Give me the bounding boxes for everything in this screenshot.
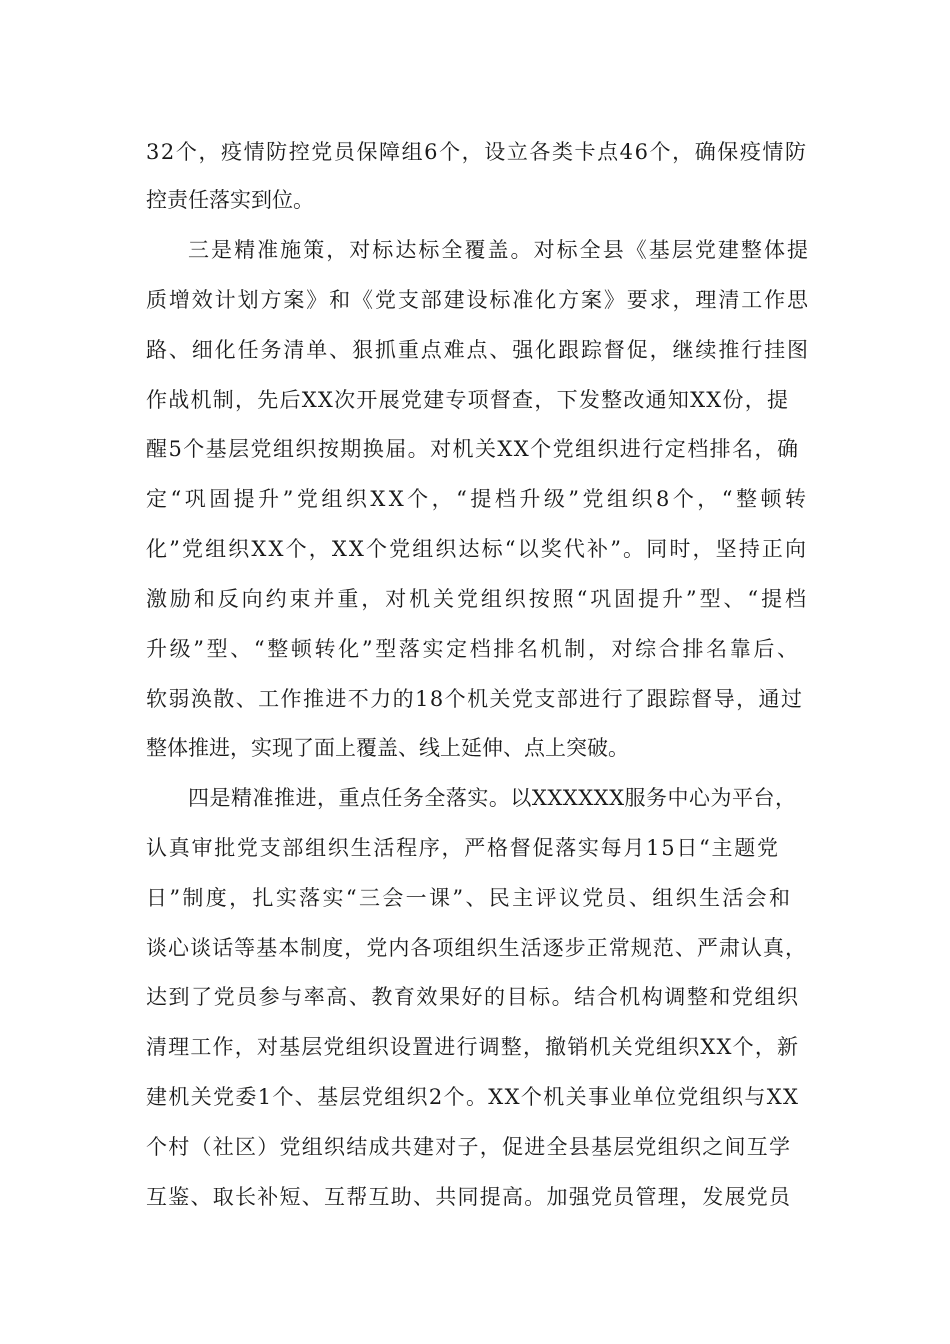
text-line: 整体推进，实现了面上覆盖、线上延伸、点上突破。 [146,736,629,760]
text-line: 日”制度，扎实落实“三会一课”、民主评议党员、组织生活会和 [146,886,793,910]
text-line: 质增效计划方案》和《党支部建设标准化方案》要求，理清工作思 [146,288,810,312]
text-line: 三是精准施策，对标达标全覆盖。对标全县《基层党建整体提 [188,238,811,262]
text-line: 软弱涣散、工作推进不力的18个机关党支部进行了跟踪督导，通过 [146,687,804,711]
text-line: 谈心谈话等基本制度，党内各项组织生活逐步正常规范、严肃认真， [146,936,808,960]
text-line: 四是精准推进，重点任务全落实。以XXXXXX服务中心为平台， [188,786,797,810]
text-line: 激励和反向约束并重，对机关党组织按照“巩固提升”型、“提档 [146,587,809,611]
text-line: 控责任落实到位。 [146,188,314,212]
text-line: 醒5个基层党组织按期换届。对机关XX个党组织进行定档排名，确 [146,437,800,461]
text-line: 路、细化任务清单、狠抓重点难点、强化跟踪督促，继续推行挂图 [146,338,810,362]
text-line: 达到了党员参与率高、教育效果好的目标。结合机构调整和党组织 [146,985,800,1009]
text-line: 作战机制，先后XX次开展党建专项督查，下发整改通知XX份，提 [146,388,790,412]
text-line: 32个，疫情防控党员保障组6个，设立各类卡点46个，确保疫情防 [146,140,808,164]
text-line: 升级”型、“整顿转化”型落实定档排名机制，对综合排名靠后、 [146,637,801,661]
text-line: 清理工作，对基层党组织设置进行调整，撤销机关党组织XX个，新 [146,1035,800,1059]
text-line: 定“巩固提升”党组织XX个，“提档升级”党组织8个，“整顿转 [146,487,810,511]
text-line: 个村（社区）党组织结成共建对子，促进全县基层党组织之间互学 [146,1135,792,1159]
text-line: 化”党组织XX个，XX个党组织达标“以奖代补”。同时，坚持正向 [146,537,809,561]
text-line: 认真审批党支部组织生活程序，严格督促落实每月15日“主题党 [146,836,780,860]
text-line: 互鉴、取长补短、互帮互助、共同提高。加强党员管理，发展党员 [146,1185,792,1209]
text-line: 建机关党委1个、基层党组织2个。XX个机关事业单位党组织与XX [146,1085,800,1109]
